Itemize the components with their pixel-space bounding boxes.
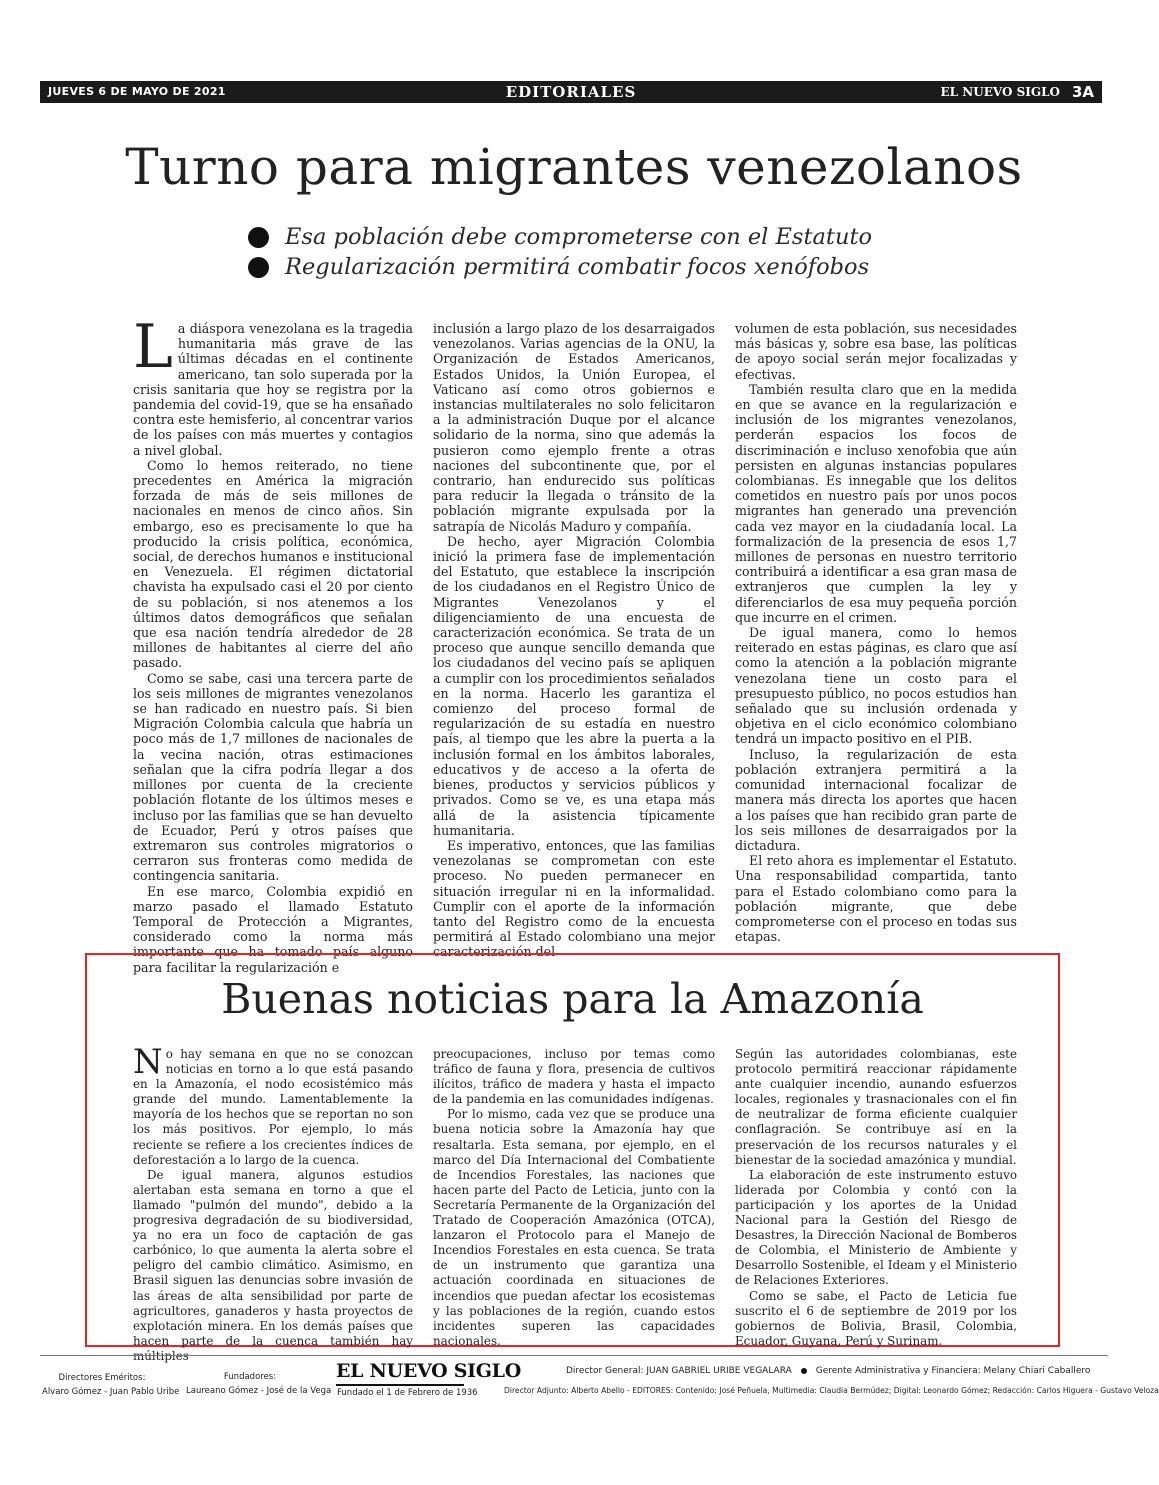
subheading-text: Regularización permitirá combatir focos xenófobos [285,254,870,280]
second-article-column-2 [433,1047,715,1349]
paragraph [133,312,413,458]
paragraph: volumen de esta población, sus necesidades más básicas y, sobre esa base, las políticas de apoyo social serán mejor focalizadas y efectivas. [735,321,1017,382]
editorial-subheadings [248,222,948,282]
second-article-column-1 [133,1042,413,1364]
section-name: EDITORIALES [505,83,637,101]
directors-names: Alvaro Gómez - Juan Pablo Uribe [42,1387,180,1397]
editorial-body [0,310,1148,975]
paragraph: Por lo mismo, cada vez que se produce una buena noticia sobre la Amazonía hay que resaltarla. Esta semana, por ejemplo, en el marco del Día Internacional del Combatiente de Incendios Forestales, las naciones que hacen parte del Pacto de Leticia, junto con la Secretaría Permanente de la Organización del Tratado de Cooperación Amazónica (OTCA), lanzaron el Protocolo para el Manejo de Incendios Forestales en esta cuenca. Se trata de un instrumento que garantiza una actuación coordinada en situaciones de incendios que puedan afectar los ecosistemas y las poblaciones de la región, cuando estos incidentes superen las capacidades nacionales. [433,1107,715,1348]
paragraph: Es imperativo, entonces, que las familias venezolanas se comprometan con este proceso. No pueden permanecer en situación irregular ni en la informalidad. Cumplir con el aporte de la información tanto del Registro como de la encuesta permitirá al Estado colombiano una mejor caracterización del [433,837,715,960]
newspaper-name: EL NUEVO SIGLO [940,85,1060,99]
paragraph: También resulta claro que en la medida en que se avance en la regularización e inclusión de los migrantes venezolanos, perderán espacios los focos de discriminación e incluso xenofobia que aún persisten en algunas instancias populares colombianas. Es innegable que los delitos cometidos en nuestro país por unos pocos migrantes han generado una prevención cada vez mayor en la ciudadanía local. La formalización de la presencia de esos 1,7 millones de personas en nuestro territorio contribuirá a identificar a esa gran masa de extranjeros que cumplen la ley y diferenciarlos de esa muy pequeña porción que incurre en el crimen. [735,381,1017,625]
paragraph-text: o hay semana en que no se conozcan noticias en torno a lo que está pasando en la Amazonía, el nodo ecosistémico más grande del mundo. Lamentablemente la mayoría de los hechos que se reportan no son los más positivos. Por ejemplo, lo más reciente se refiere a los crecientes índices de deforestación a lo largo de la cuenca. [133,1047,413,1167]
paragraph: Como se sabe, el Pacto de Leticia fue suscrito el 6 de septiembre de 2019 por los gobiernos de Bolivia, Brasil, Colombia, Ecuador, Guyana, Perú y Surinam. [735,1288,1017,1348]
paragraph: Como se sabe, casi una tercera parte de los seis millones de migrantes venezolanos se han radicado en nuestro país. Si bien Migración Colombia calcula que habría un poco más de 1,7 millones de nacionales de la vecina nación, otras estimaciones señalan que la cifra podría llegar a dos millones por cuenta de la creciente población flotante de los últimos meses e incluso por las familias que se han devuelto de Ecuador, Perú y otros países que extremaron sus controles migratorios o cerraron sus fronteras como medida de contingencia sanitaria. [133,670,413,884]
masthead-logo: EL NUEVO SIGLO [336,1360,521,1382]
page-number: 3A [1071,83,1094,101]
director-general: Director General: JUAN GABRIEL URIBE VEGALARA [566,1366,792,1376]
subheading [248,222,948,252]
directors-label: Directores Eméritos: [58,1373,146,1383]
drop-cap: L [133,312,173,382]
logo-underline [336,1384,464,1386]
paragraph: Como lo hemos reiterado, no tiene precedentes en América la migración forzada de más de seis millones de nacionales en menos de cinco años. Sin embargo, eso es precisamente lo que ha producido la crisis política, económica, social, de derechos humanos e institucional en Venezuela. El régimen dictatorial chavista ha expulsado casi el 20 por ciento de su población, si nos atenemos a los últimos datos demográficos que señalan que esa nación tendría alrededor de 28 millones de habitantes al cierre del año pasado. [133,457,413,671]
paragraph: De igual manera, algunos estudios alertaban esta semana en torno a que el llamado "pulmón del mundo", debido a la progresiva degradación de su biodiversidad, ya no era un foco de captación de gas carbónico, lo que aumenta la alerta sobre el peligro del cambio climático. Asimismo, en Brasil siguen las denuncias sobre invasión de las áreas de alta sensibilidad por parte de agricultores, ganaderos y hasta proyectos de explotación minera. En los demás países que hacen parte de la cuenca también hay [133,1167,413,1348]
issue-date: JUEVES 6 DE MAYO DE 2021 [48,85,226,98]
staff-credits: Director Adjunto: Alberto Abello - EDITORES: Contenido: José Peñuela, Multimedia: Claudia Bermúdez; Digital: Leonardo Gómez; Redacción: Carlos Higuera - Gustavo Veloza [504,1386,1159,1395]
paragraph: inclusión a largo plazo de los desarraigados venezolanos. Varias agencias de la ONU, la Organización de Estados Americanos, Estados Unidos, la Unión Europea, el Vaticano así como otros gobiernos e instancias multilaterales no solo felicitaron a la administración Duque por el alcance solidario de la norma, sino que además la pusieron como ejemplo frente a otras naciones del subcontinente que, por el contrario, han endurecido sus políticas para reducir la llegada o tránsito de la población migrante expulsada por la satrapía de Nicolás Maduro y compañía. [433,321,715,534]
paragraph: En ese marco, Colombia expidió en marzo pasado el llamado Estatuto Temporal de Protección a Migrantes, considerado como la norma más importante que ha tomado país alguno para facilitar la regularización e [133,883,413,975]
paragraph: El reto ahora es implementar el Estatuto. Una responsabilidad compartida, tanto para el Estado colombiano como para la población migrante, que debe comprometerse con el proceso en todas sus etapas. [735,853,1017,945]
page-header-bar [40,81,1102,103]
founded-date: Fundado el 1 de Febrero de 1936 [337,1388,478,1398]
paragraph [133,1042,413,1168]
subheading [248,252,948,282]
bullet-icon [248,227,269,248]
founders-label: Fundadores: [223,1372,277,1382]
paragraph: preocupaciones, incluso por temas como tráfico de fauna y flora, presencia de cultivos ilícitos, tráfico de madera y hasta el impacto de la pandemia en las comunidades indígenas. [433,1047,715,1107]
gerente: Gerente Administrativa y Financiera: Melany Chiari Caballero [815,1366,1091,1376]
bullet-icon [248,257,269,278]
article-column-3 [735,321,1017,944]
footer-divider [40,1355,1108,1356]
article-column-2 [433,321,715,960]
subheading-text: Esa población debe comprometerse con el Estatuto [285,224,873,250]
editorial-headline: Turno para migrantes venezolanos [125,138,1023,196]
paragraph: De hecho, ayer Migración Colombia inició la primera fase de implementación del Estatuto, que establece la inscripción de los ciudadanos en el Registro Único de Migrantes Venezolanos y el diligenciamiento de una encuesta de caracterización económica. Se trata de un proceso que aunque sencillo demanda que los ciudadanos del vecino país se apliquen a cumplir con los procedimientos señalados en la norma. Hacerlo les garantiza el comienzo del proceso formal de regularización de su estadía en nuestro país, al tiempo que les abre la puerta a la inclusión formal en los ámbitos laborales, educativos y de acceso a la oferta de bienes, productos y servicios públicos y privados. Como se ve, es una etapa más allá de la asistencia típicamente humanitaria. [433,533,715,838]
paragraph: La elaboración de este instrumento estuvo liderada por Colombia y contó con la participación y los aportes de la Unidad Nacional para la Gestión del Riesgo de Desastres, la Dirección Nacional de Bomberos de Colombia, el Ministerio de Ambiente y Desarrollo Sostenible, el Ideam y el Ministerio de Relaciones Exteriores. [735,1167,1017,1288]
paragraph: Incluso, la regularización de esta población extranjera permitirá a la comunidad internacional focalizar de manera más directa los aportes que hacen a los países que han recibido gran parte de los seis millones de desarraigados por la dictadura. [735,746,1017,853]
article-column-1 [133,312,413,975]
director-general-line [566,1366,1090,1376]
paragraph: De igual manera, como lo hemos reiterado en estas páginas, es claro que así como la atención a la población migrante venezolana tiene un costo para el presupuesto público, no pocos estudios han señalado que su inclusión ordenada y objetiva en el ciclo económico colombiano tendrá un impacto positivo en el PIB. [735,625,1017,747]
second-article-column-3 [735,1047,1017,1349]
paragraph-text: a diáspora venezolana es la tragedia humanitaria más grave de las últimas décadas en el continente americano, tan solo superada por la crisis sanitaria que hoy se registra por la pandemia del covid-19, que se ha ensañado contra este hemisferio, al concentrar varios de los países con más muertes y contagios a nivel global. [133,321,413,458]
founders-names: Laureano Gómez - José de la Vega [186,1386,332,1396]
drop-cap: N [133,1042,163,1082]
separator-dot-icon [801,1368,807,1374]
second-editorial-headline: Buenas noticias para la Amazonía [221,975,924,1023]
paragraph: Según las autoridades colombianas, este protocolo permitirá reaccionar rápidamente ante cualquier incendio, aunando esfuerzos locales, regionales y trasnacionales con el fin de neutralizar de forma eficiente cualquier conflagración. Se contribuye así en la preservación de los recursos naturales y el bienestar de la sociedad amazónica y mundial. [735,1047,1017,1167]
